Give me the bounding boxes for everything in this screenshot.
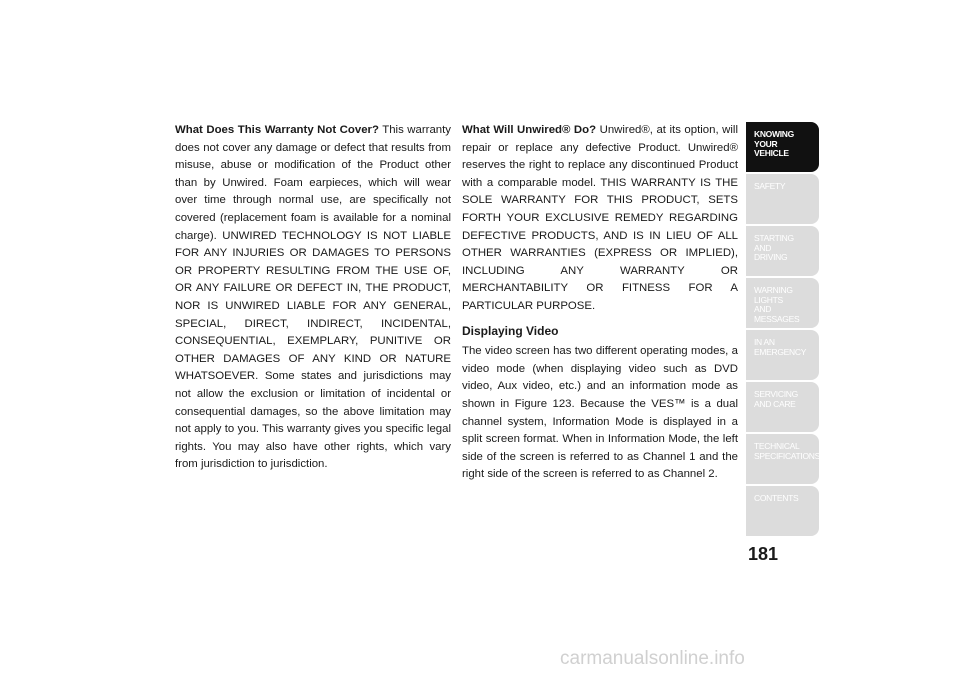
tab-knowing-your-vehicle[interactable] — [746, 122, 819, 172]
tab-label: TECHNICAL SPECIFICATIONS — [754, 441, 821, 461]
warranty-exclusions-column — [175, 122, 451, 481]
tab-contents[interactable] — [746, 486, 819, 536]
tab-safety[interactable] — [746, 174, 819, 224]
tab-label: CONTENTS — [754, 493, 799, 503]
tab-label: WARNING LIGHTS AND MESSAGES — [754, 285, 800, 324]
warranty-exclusions-paragraph — [175, 122, 451, 474]
warranty-remedy-paragraph — [462, 122, 738, 316]
warranty-remedy-column — [462, 122, 738, 491]
tab-servicing-and-care[interactable] — [746, 382, 819, 432]
tab-label: IN AN EMERGENCY — [754, 337, 807, 357]
tab-label: KNOWING YOUR VEHICLE — [754, 129, 794, 158]
tab-in-an-emergency[interactable] — [746, 330, 819, 380]
displaying-video-heading: Displaying Video — [462, 323, 559, 338]
warranty-remedy-lead: What Will Unwired® Do? — [462, 124, 597, 136]
tab-label: SERVICING AND CARE — [754, 389, 798, 409]
displaying-video-paragraph: The video screen has two different operating modes, a video mode (when displaying video such as DVD video, Aux video, etc.) and an information mode as shown in Figure 123. Because the VES™ is a dual channel system, Information Mode is displayed in a split screen format. When in Information Mode, the left side of the screen is referred to as Channel 1 and the right side of the screen is referred to as Channel 2. — [462, 345, 738, 481]
tab-label: STARTING AND DRIVING — [754, 233, 794, 262]
page-number: 181 — [748, 544, 779, 564]
warranty-exclusions-body: This warranty does not cover any damage or defect that results from misuse, abuse or modification of the Product other than by Unwired. Foam earpieces, which will wear over time through normal use, are specifically not covered (replacement foam is available for a nominal charge). UNWIRED TECHNOLOGY IS NOT LIABLE FOR ANY INJURIES OR DAMAGES TO PERSONS OR PROPERTY RESULTING FROM THE USE OF, OR ANY FAILURE OR DEFECT IN, THE PRODUCT, NOR IS UNWIRED LIABLE FOR ANY GENERAL, SPECIAL, DIRECT, INDIRECT, INCIDENTAL, CONSEQUENTIAL, EXEMPLARY, PUNITIVE OR OTHER DAMAGES OF ANY KIND OR NATURE WHATSOEVER. Some states and jurisdictions may not allow the exclusion or limitation of incidental or consequential damages, so the above limitation may not apply to you. This warranty gives you specific legal rights. You may also have other rights, which vary from jurisdiction to jurisdiction. — [175, 124, 451, 471]
watermark: carmanualsonline.info — [560, 648, 745, 669]
tab-starting-and-driving[interactable] — [746, 226, 819, 276]
tab-label: SAFETY — [754, 181, 786, 191]
warranty-exclusions-lead: What Does This Warranty Not Cover? — [175, 124, 379, 136]
tab-warning-lights-and-messages[interactable] — [746, 278, 819, 328]
chapter-tabs — [746, 122, 819, 538]
tab-technical-specifications[interactable] — [746, 434, 819, 484]
warranty-remedy-body: Unwired®, at its option, will repair or replace any defective Product. Unwired® reserves the right to replace any discontinued Product with a comparable model. THIS WARRANTY IS THE SOLE WARRANTY FOR THIS PRODUCT, SETS FORTH YOUR EXCLUSIVE REMEDY REGARDING DEFECTIVE PRODUCTS, AND IS IN LIEU OF ALL OTHER WARRANTIES (EXPRESS OR IMPLIED), INCLUDING ANY WARRANTY OR MERCHANTABILITY OR FITNESS FOR A PARTICULAR PURPOSE. — [462, 124, 738, 312]
